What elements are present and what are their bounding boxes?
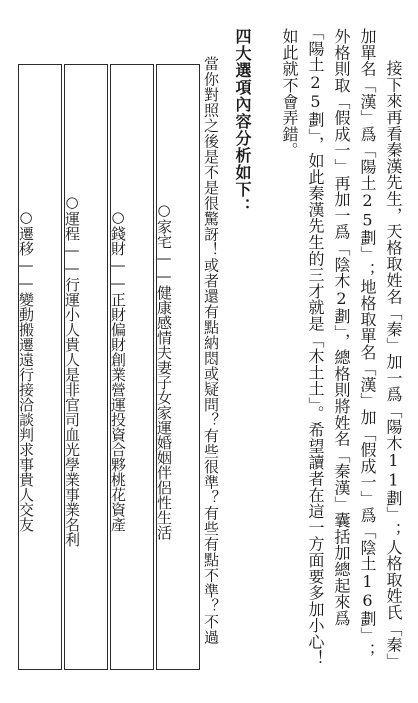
list-item: 血光 [63,427,81,457]
list-item: 健康 [155,284,173,315]
category-label: ○錢財 [109,208,127,256]
paragraph-line-3: 外格則取「假成一」再加一爲「陰木2劃」，總格則將姓名「秦漢」囊括加總起來爲 [332,28,351,627]
dash: —— [63,241,81,277]
intro-line: 當你對照之後是不是很驚訝！或者還有點納悶或疑問？有些很準？有些有點不準？不過 [202,56,220,645]
paragraph-line-2: 加單名「漢」爲「陽土25劃」；地格取單名「漢」加「假成一」爲「陰土16劃」； [358,28,377,660]
list-item: 是非 [63,367,81,397]
category-label: ○遷移 [17,208,35,256]
list-item: 小人 [63,307,81,337]
paragraph-line-1: 接下來再看秦漢先生，天格取姓名「秦」加一爲「陽木11劃」；人格取姓氏「秦」 [384,60,403,670]
list-item: 貴人 [17,472,35,502]
category-box-fortune [64,64,108,670]
list-item: 貴人 [63,337,81,367]
list-item: 感情 [155,314,173,345]
list-item: 婚姻 [155,434,173,465]
dash: —— [17,256,35,292]
dash: —— [155,248,173,285]
list-item: 夫妻 [155,344,173,375]
list-item: 名利 [63,517,81,547]
list-item: 伴侶 [155,464,173,495]
category-box-relocation [18,64,62,670]
list-item: 變動 [17,292,35,322]
category-label: ○運程 [63,193,81,241]
list-item: 學業 [63,457,81,487]
category-box-wealth [110,64,154,670]
list-item: 談判 [17,412,35,442]
list-item: 行運 [63,277,81,307]
list-item: 資產 [109,502,127,532]
category-label: ○家宅 [155,200,173,249]
list-item: 正財 [109,292,127,322]
list-item: 子女 [155,374,173,405]
list-item: 遠行 [17,352,35,382]
list-item: 官司 [63,397,81,427]
list-item: 桃花 [109,472,127,502]
list-item: 性生活 [155,494,173,540]
list-item: 合夥 [109,442,127,472]
paragraph-line-4: 「陽土25劃」，如此秦漢先生的三才就是「木土土」。希望讀者在這一方面要多加小心！ [306,24,325,666]
list-item: 偏財 [109,322,127,352]
list-item: 求事 [17,442,35,472]
list-item: 家運 [155,404,173,435]
list-item: 搬遷 [17,322,35,352]
list-item: 事業 [63,487,81,517]
list-item: 交友 [17,502,35,532]
section-heading: 四大選項內容分析如下： [233,28,252,215]
list-item: 創業 [109,352,127,382]
list-item: 營運 [109,382,127,412]
list-item: 投資 [109,412,127,442]
list-item: 接洽 [17,382,35,412]
paragraph-line-5: 如此就不會弄錯。 [280,28,299,159]
dash: —— [109,256,127,292]
category-box-home [156,64,200,670]
